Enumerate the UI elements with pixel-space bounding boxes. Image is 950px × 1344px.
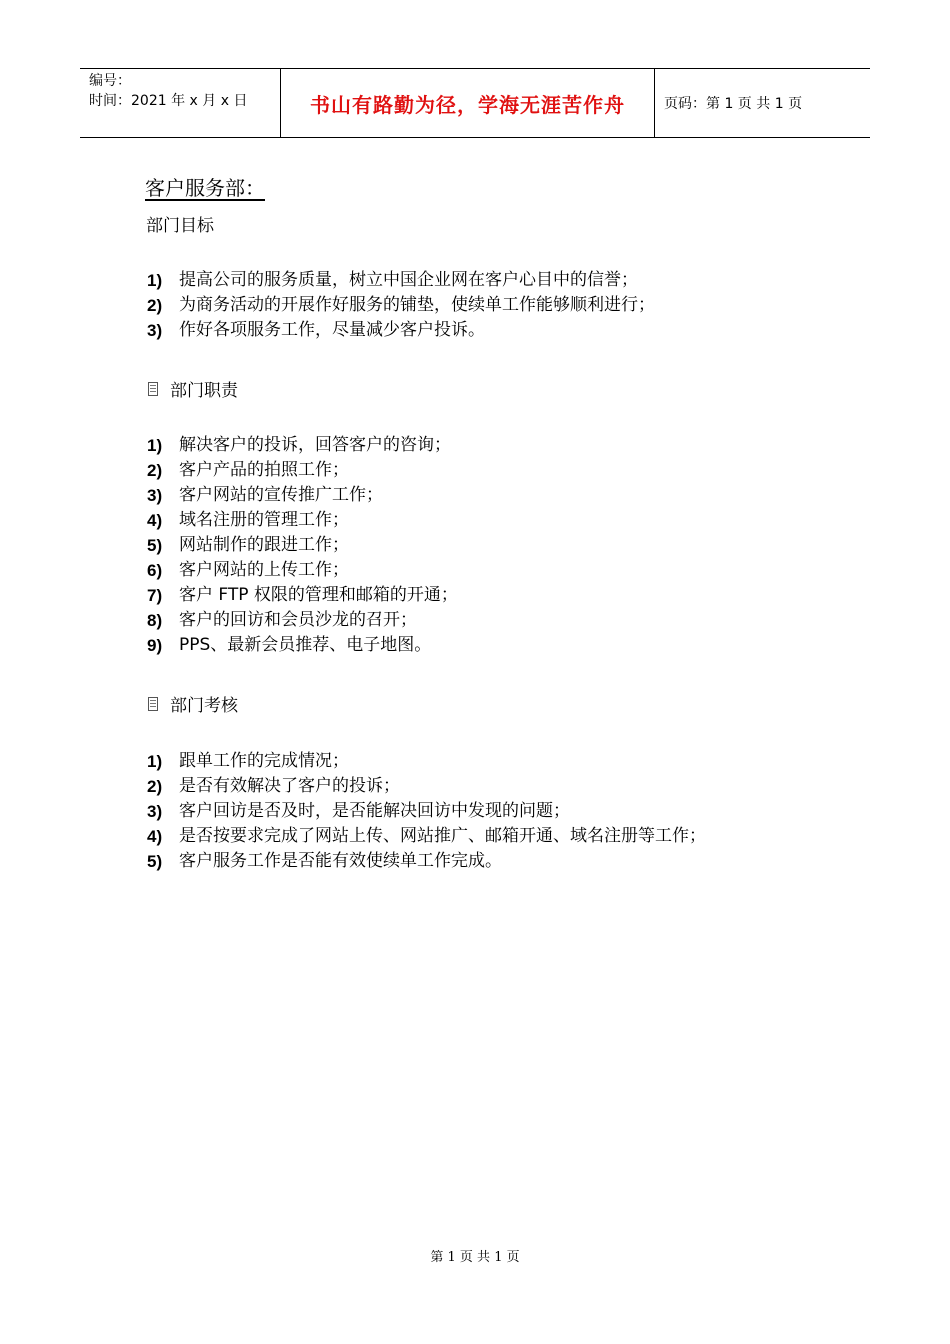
list-item (147, 293, 655, 318)
list-item-text: 为商务活动的开展作好服务的铺垫，使续单工作能够顺利进行； (179, 295, 655, 315)
list-item-text: 网站制作的跟进工作； (179, 535, 349, 555)
list-item-text: 客户的回访和会员沙龙的召开； (179, 610, 417, 630)
list-item (147, 583, 458, 608)
list-item-text: 客户服务工作是否能有效使续单工作完成。 (179, 851, 502, 871)
document-icon (148, 697, 158, 711)
list-item-text: 客户 FTP 权限的管理和邮箱的开通； (179, 585, 458, 605)
list-item-text: 跟单工作的完成情况； (179, 751, 349, 771)
department-title: 客户服务部： (145, 176, 265, 200)
list-item-text: 客户网站的宣传推广工作； (179, 485, 383, 505)
page-footer: 第 1 页 共 1 页 (430, 1250, 520, 1265)
section-title-duties (148, 376, 238, 401)
list-item-number: 3) (147, 802, 163, 821)
list-item-number: 2) (147, 296, 163, 315)
page-header (80, 68, 870, 138)
list-item-text: PPS、最新会员推荐、电子地图。 (179, 635, 432, 655)
list-item (147, 558, 458, 583)
list-item-number: 7) (147, 586, 163, 605)
list-item (147, 433, 458, 458)
section-title-assessment-label: 部门考核 (170, 696, 238, 716)
list-item-text: 域名注册的管理工作； (179, 510, 349, 530)
list-item-number: 1) (147, 752, 163, 771)
list-item (147, 533, 458, 558)
date-label: 时间：2021 年 x 月 x 日 (89, 93, 248, 109)
list-item (147, 633, 458, 658)
header-meta (80, 69, 281, 137)
section-title-assessment (148, 691, 238, 716)
list-item-text: 提高公司的服务质量，树立中国企业网在客户心目中的信誉； (179, 270, 638, 290)
document-icon (148, 382, 158, 396)
list-item (147, 268, 655, 293)
list-item-text: 作好各项服务工作，尽量减少客户投诉。 (179, 320, 485, 340)
number-label: 编号： (89, 73, 131, 89)
section-title-duties-label: 部门职责 (170, 381, 238, 401)
list-item (147, 483, 458, 508)
list-item-text: 是否按要求完成了网站上传、网站推广、邮箱开通、域名注册等工作； (179, 826, 706, 846)
section-title-goals: 部门目标 (146, 216, 214, 236)
list-item-text: 客户回访是否及时，是否能解决回访中发现的问题； (179, 801, 570, 821)
list-item-text: 客户网站的上传工作； (179, 560, 349, 580)
list-item-number: 3) (147, 321, 163, 340)
list-item-number: 3) (147, 486, 163, 505)
list-item-number: 4) (147, 827, 163, 846)
list-item (147, 608, 458, 633)
list-item-number: 6) (147, 561, 163, 580)
list-item-number: 1) (147, 436, 163, 455)
goals-list (147, 268, 655, 343)
list-item (147, 774, 706, 799)
list-item-number: 1) (147, 271, 163, 290)
list-item-number: 4) (147, 511, 163, 530)
duties-list (147, 433, 458, 658)
list-item-number: 8) (147, 611, 163, 630)
list-item-number: 2) (147, 461, 163, 480)
list-item (147, 799, 706, 824)
header-motto: 书山有路勤为径，学海无涯苦作舟 (281, 69, 655, 137)
list-item (147, 849, 706, 874)
list-item (147, 508, 458, 533)
list-item (147, 318, 655, 343)
list-item-text: 客户产品的拍照工作； (179, 460, 349, 480)
list-item-number: 2) (147, 777, 163, 796)
list-item-number: 5) (147, 536, 163, 555)
list-item-number: 5) (147, 852, 163, 871)
list-item-number: 9) (147, 636, 163, 655)
list-item-text: 解决客户的投诉，回答客户的咨询； (179, 435, 451, 455)
header-page-info: 页码：第 1 页 共 1 页 (664, 96, 803, 112)
list-item (147, 458, 458, 483)
list-item-text: 是否有效解决了客户的投诉； (179, 776, 400, 796)
list-item (147, 824, 706, 849)
list-item (147, 749, 706, 774)
assessment-list (147, 749, 706, 874)
